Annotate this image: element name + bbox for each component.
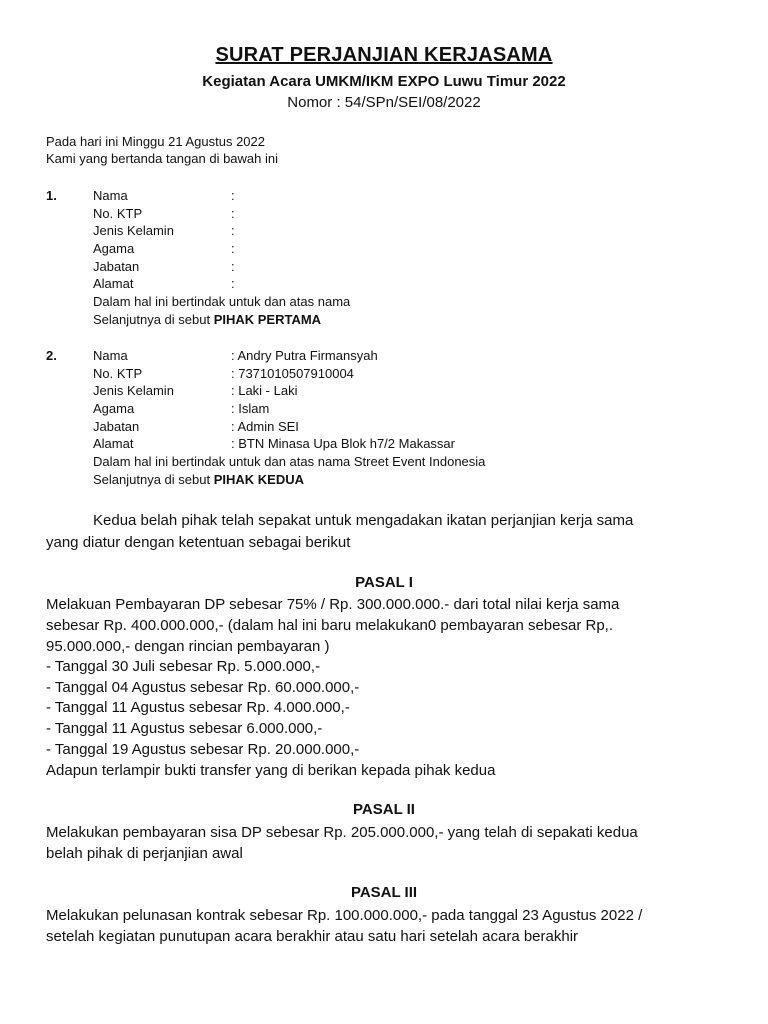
party-two-address-label: Alamat — [93, 436, 134, 451]
party-one-ktp-value: : — [231, 206, 235, 221]
party-one-number: 1. — [46, 188, 57, 203]
party-one-name-label: Nama — [93, 188, 128, 203]
pasal-three-heading: PASAL III — [350, 884, 418, 901]
party-one-position-label: Jabatan — [93, 259, 140, 274]
party-two-position-value: : Admin SEI — [231, 419, 299, 434]
party-two-gender-value: : Laki - Laki — [231, 383, 298, 398]
pasal-one-line-1: Melakuan Pembayaran DP sebesar 75% / Rp. 300.000.000.- dari total nilai kerja sama — [46, 596, 620, 613]
party-two-ktp-label: No. KTP — [93, 366, 143, 381]
agreement-line-2: yang diatur dengan ketentuan sebagai berikut — [46, 534, 351, 551]
party-two-ktp-value: : 7371010507910004 — [231, 366, 354, 381]
document-number: Nomor : 54/SPn/SEI/08/2022 — [287, 94, 481, 111]
party-one-religion-value: : — [231, 241, 235, 256]
payment-item: - Tanggal 11 Agustus sebesar Rp. 4.000.000,- — [46, 699, 350, 716]
party-one-referred-name: PIHAK PERTAMA — [213, 312, 322, 327]
party-one-acting: Dalam hal ini bertindak untuk dan atas nama — [93, 294, 351, 309]
party-two-address-value: : BTN Minasa Upa Blok h7/2 Makassar — [231, 436, 455, 451]
pasal-one-closing: Adapun terlampir bukti transfer yang di berikan kepada pihak kedua — [46, 762, 496, 779]
party-two-gender-label: Jenis Kelamin — [93, 383, 174, 398]
party-two-acting: Dalam hal ini bertindak untuk dan atas nama Street Event Indonesia — [93, 454, 486, 469]
party-one-gender-label: Jenis Kelamin — [93, 223, 174, 238]
pasal-two-line-1: Melakukan pembayaran sisa DP sebesar Rp. 205.000.000,- yang telah di sepakati kedua — [46, 824, 638, 841]
pasal-one-line-3: 95.000.000,- dengan rincian pembayaran ) — [46, 638, 330, 655]
party-one-ktp-label: No. KTP — [93, 206, 143, 221]
party-two-name-label: Nama — [93, 348, 128, 363]
party-two-number: 2. — [46, 348, 57, 363]
party-one-name-value: : — [231, 188, 235, 203]
party-two-name-value: : Andry Putra Firmansyah — [231, 348, 378, 363]
party-one-position-value: : — [231, 259, 235, 274]
pasal-one-line-2: sebesar Rp. 400.000.000,- (dalam hal ini baru melakukan0 pembayaran sebesar Rp,. — [46, 617, 613, 634]
payment-item: - Tanggal 11 Agustus sebesar 6.000.000,- — [46, 720, 323, 737]
party-one-gender-value: : — [231, 223, 235, 238]
party-one-address-value: : — [231, 276, 235, 291]
pasal-two-heading: PASAL II — [353, 801, 415, 818]
party-one-referred-prefix: Selanjutnya di sebut — [93, 312, 214, 327]
party-two-position-label: Jabatan — [93, 419, 140, 434]
intro-statement: Kami yang bertanda tangan di bawah ini — [46, 151, 278, 166]
document-title: SURAT PERJANJIAN KERJASAMA — [215, 44, 553, 66]
pasal-three-line-2: setelah kegiatan punutupan acara berakhir atau satu hari setelah acara berakhir — [46, 928, 579, 945]
party-one-referred — [93, 312, 321, 327]
payment-item: - Tanggal 04 Agustus sebesar Rp. 60.000.000,- — [46, 679, 360, 696]
pasal-three-line-1: Melakukan pelunasan kontrak sebesar Rp. 100.000.000,- pada tanggal 23 Agustus 2022 / — [46, 907, 643, 924]
payment-item: - Tanggal 30 Juli sebesar Rp. 5.000.000,- — [46, 658, 321, 675]
payment-item: - Tanggal 19 Agustus sebesar Rp. 20.000.000,- — [46, 741, 360, 758]
party-two-religion-value: : Islam — [231, 401, 270, 416]
party-one-address-label: Alamat — [93, 276, 134, 291]
document-subtitle: Kegiatan Acara UMKM/IKM EXPO Luwu Timur 2022 — [202, 73, 566, 90]
intro-date: Pada hari ini Minggu 21 Agustus 2022 — [46, 134, 265, 149]
party-two-referred-prefix: Selanjutnya di sebut — [93, 472, 214, 487]
party-two-referred-name: PIHAK KEDUA — [213, 472, 304, 487]
party-two-religion-label: Agama — [93, 401, 135, 416]
agreement-line-1: Kedua belah pihak telah sepakat untuk mengadakan ikatan perjanjian kerja sama — [93, 512, 634, 529]
party-one-religion-label: Agama — [93, 241, 135, 256]
party-two-referred — [93, 472, 304, 487]
pasal-two-line-2: belah pihak di perjanjian awal — [46, 845, 243, 862]
pasal-one-heading: PASAL I — [355, 574, 413, 591]
